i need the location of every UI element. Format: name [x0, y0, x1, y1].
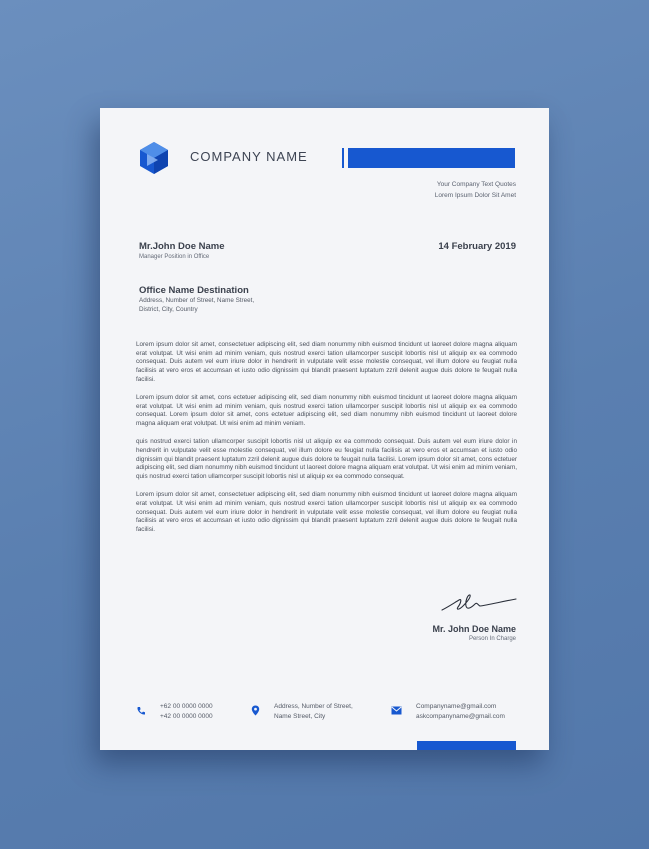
footer-address-line-2: Name Street, City — [274, 712, 326, 720]
body-paragraph: quis nostrud exerci tation ullamcorper suscipit lobortis nisl ut aliquip ex ea commodo consequat. Duis autem vel eum iriure dolor in hendrerit in vulputate velit esse molestie consequat, vel illum dolore eu feugiat nulla facilisis at vero eros et accumsan et iusto odio dignissim qui blandit praesent luptatum zzril delenit augue duis dolore te feugait nulla facilisi. Lorem ipsum dolor sit amet, cons ectetuer adipiscing elit, sed diam nonummy nibh euismod tincidunt ut laoreet dolore magna aliquam erat volutpat. Ut wisi enim ad minim veniam, quis nostrud exerci tation ullamcorper suscipit lobortis nisl ut aliquip ex ea commodo consequat. — [136, 438, 517, 481]
office-address-line-1: Address, Number of Street, Name Street, — [139, 297, 255, 304]
cube-logo-icon — [138, 141, 170, 175]
email-1[interactable]: Companyname@gmail.com — [416, 703, 497, 710]
phone-1: +62 00 0000 0000 — [160, 703, 213, 710]
handwritten-signature — [440, 589, 518, 615]
footer-address — [274, 702, 353, 721]
email-2[interactable]: askcompanyname@gmail.com — [416, 712, 505, 720]
footer-accent-bar — [417, 741, 516, 750]
signer-name: Mr. John Doe Name — [432, 624, 516, 634]
phone-numbers — [160, 702, 213, 721]
body-paragraph: Lorem ipsum dolor sit amet, consectetuer adipiscing elit, sed diam nonummy nibh euismod tincidunt ut laoreet dolore magna aliquam erat volutpat. Ut wisi enim ad minim veniam, quis nostrud exerci tation ullamcorper suscipit lobortis nisl ut aliquip ex ea commodo consequat. Duis autem vel eum iriure dolor in hendrerit in vulputate velit esse molestie consequat, vel illum dolore eu feugiat nulla facilisis at vero eros et accumsan et iusto odio dignissim qui blandit praesent luptatum zzril delenit augue duis dolore te feugait nulla facilisi. — [136, 341, 517, 383]
quote-line-1: Your Company Text Quotes — [436, 181, 516, 188]
phone-icon — [136, 706, 146, 716]
header-accent-bar — [348, 148, 515, 168]
phone-2: +42 00 0000 0000 — [160, 712, 213, 720]
footer-address-line-1: Address, Number of Street, — [274, 703, 353, 710]
letter-date: 14 February 2019 — [438, 241, 516, 252]
letter-body — [136, 341, 517, 544]
header-accent-line — [342, 148, 344, 168]
location-pin-icon — [251, 705, 260, 716]
signer-role: Person In Charge — [468, 636, 516, 642]
sender-name: Mr.John Doe Name — [139, 241, 225, 252]
company-name: COMPANY NAME — [190, 149, 308, 164]
office-address — [139, 296, 254, 314]
body-paragraph: Lorem ipsum dolor sit amet, cons ectetuer adipiscing elit, sed diam nonummy nibh euismod tincidunt ut laoreet dolore magna aliquam erat volutpat. Ut wisi enim ad minim veniam, quis nostrud exerci tation ullamcorper suscipit lobortis nisl ut aliquip ex ea commodo consequat. Lorem ipsum dolor sit amet, cons ectetuer adipiscing elit, sed diam nonummy nibh euismod tincidunt ut laoreet dolore magna aliquam erat volutpat. Ut wisi enim ad minim veniam. — [136, 394, 517, 428]
footer-emails — [416, 702, 505, 721]
sender-position: Manager Position in Office — [139, 254, 210, 260]
quote-line-2: Lorem Ipsum Dolor Sit Amet — [434, 192, 516, 199]
office-title: Office Name Destination — [139, 285, 249, 296]
body-paragraph: Lorem ipsum dolor sit amet, consectetuer adipiscing elit, sed diam nonummy nibh euismod tincidunt ut laoreet dolore magna aliquam erat volutpat. Ut wisi enim ad minim veniam, quis nostrud exerci tation ullamcorper suscipit lobortis nisl ut aliquip ex ea commodo consequat. Duis autem vel eum iriure dolor in hendrerit in vulputate velit esse molestie consequat, vel illum dolore eu feugiat nulla facilisis at vero eros et accumsan et iusto odio dignissim qui blandit praesent luptatum zzril delenit augue duis dolore te feugait nulla facilisi. — [136, 491, 517, 534]
company-quotes — [435, 179, 516, 201]
office-address-line-2: District, City, Country — [139, 306, 198, 313]
envelope-icon — [391, 706, 402, 715]
letterhead-paper — [100, 108, 549, 750]
